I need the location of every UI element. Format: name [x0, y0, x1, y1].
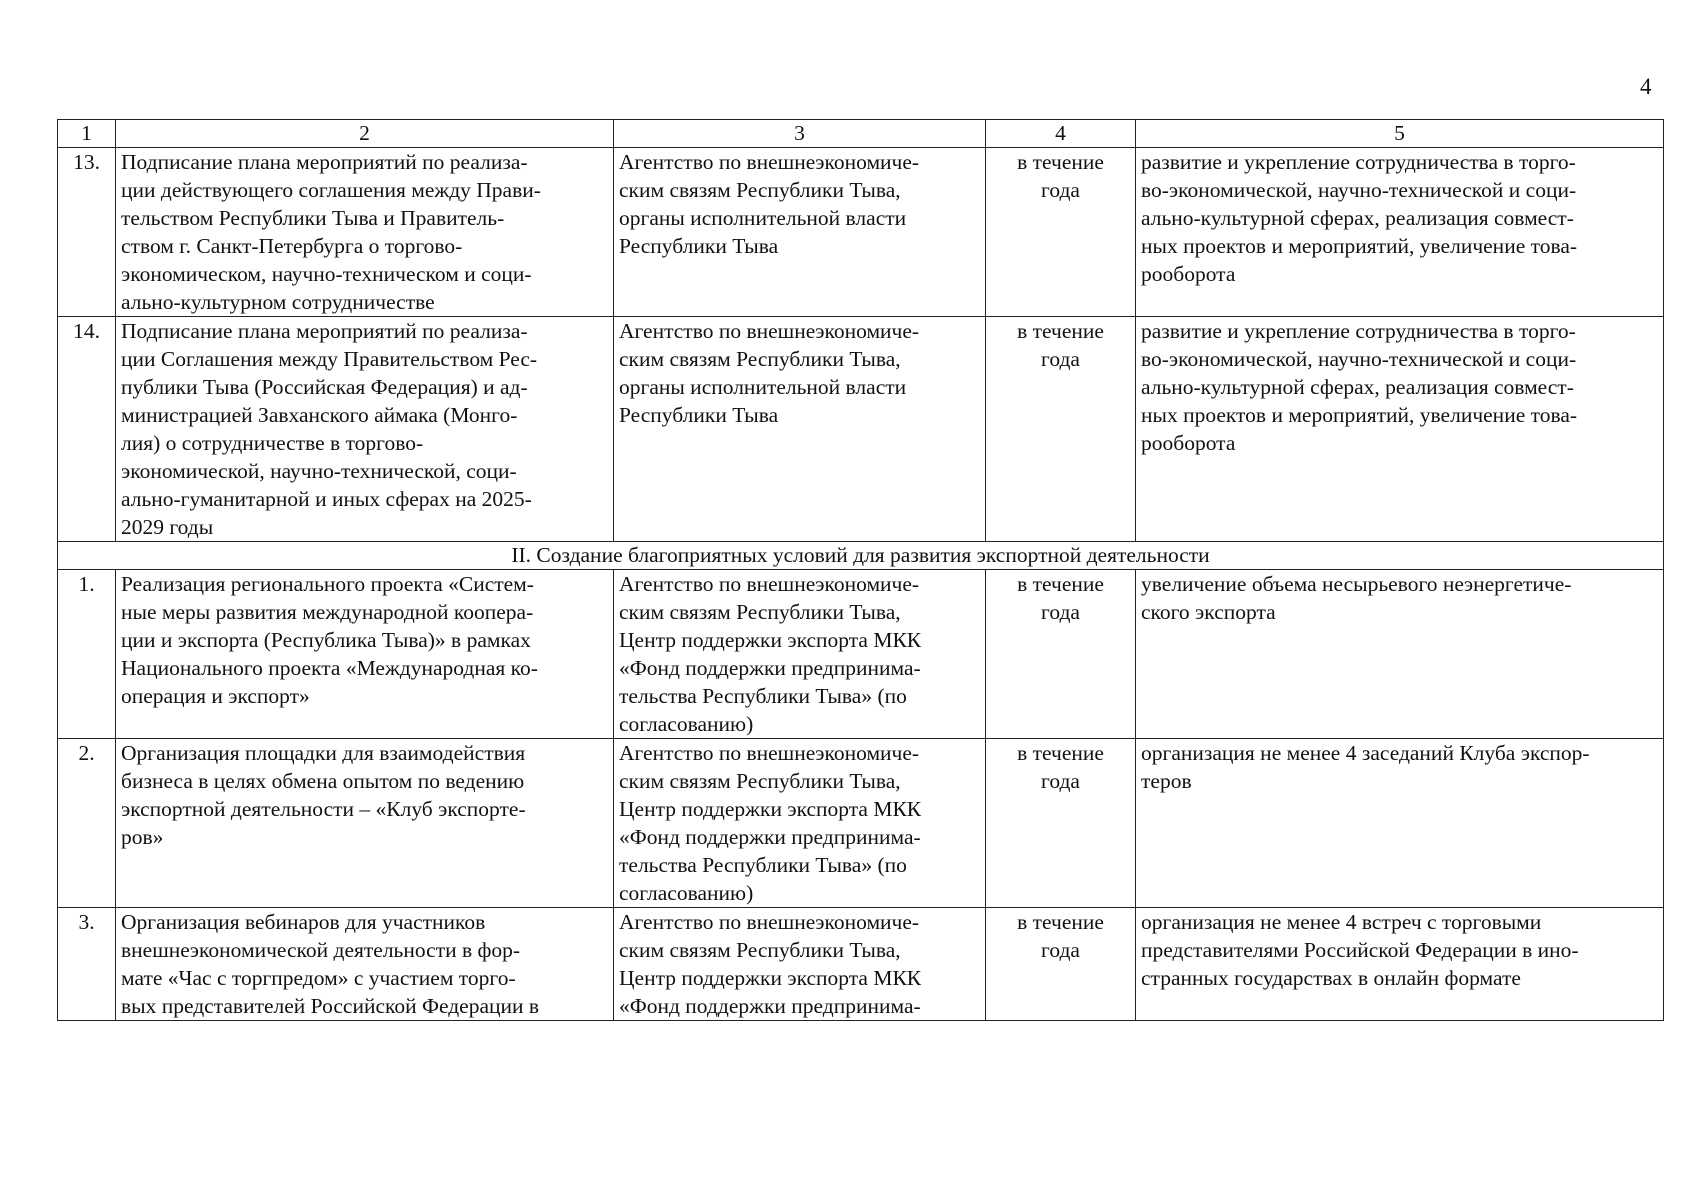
- term-cell-line: в течение: [1017, 150, 1104, 174]
- event-cell-line: экспортной деятельности – «Клуб экспорте-: [121, 797, 526, 821]
- responsible-cell-line: органы исполнительной власти: [619, 206, 907, 230]
- term-cell-line: в течение: [1017, 741, 1104, 765]
- event-cell-line: внешнеэкономической деятельности в фор-: [121, 938, 521, 962]
- responsible-cell-line: органы исполнительной власти: [619, 375, 907, 399]
- result-cell-line: ского экспорта: [1141, 600, 1276, 624]
- result-cell-line: во-экономической, научно-технической и соци-: [1141, 347, 1577, 371]
- responsible-cell: [614, 148, 986, 317]
- result-cell-line: во-экономической, научно-технической и соци-: [1141, 178, 1577, 202]
- result-cell-line: увеличение объема несырьевого неэнергетиче-: [1141, 572, 1572, 596]
- result-cell-line: странных государствах в онлайн формате: [1141, 966, 1521, 990]
- event-cell-line: ные меры развития международной коопера-: [121, 600, 534, 624]
- term-cell-line: года: [1041, 938, 1080, 962]
- row-number: 14.: [58, 317, 116, 542]
- term-cell: [986, 739, 1136, 908]
- event-cell-line: лия) о сотрудничестве в торгово-: [121, 431, 424, 455]
- event-cell-line: ством г. Санкт-Петербурга о торгово-: [121, 234, 463, 258]
- event-cell-line: Подписание плана мероприятий по реализа-: [121, 150, 528, 174]
- responsible-cell: [614, 739, 986, 908]
- responsible-cell: [614, 317, 986, 542]
- term-cell: [986, 908, 1136, 1021]
- result-cell-line: теров: [1141, 769, 1192, 793]
- result-cell: [1136, 570, 1664, 739]
- result-cell-line: ально-культурной сферах, реализация совмест-: [1141, 375, 1574, 399]
- responsible-cell: [614, 570, 986, 739]
- event-cell-line: экономическом, научно-техническом и соци-: [121, 262, 532, 286]
- responsible-cell-line: ским связям Республики Тыва,: [619, 938, 901, 962]
- column-number-4: 4: [986, 120, 1136, 148]
- row-number: 2.: [58, 739, 116, 908]
- result-cell-line: развитие и укрепление сотрудничества в торго-: [1141, 150, 1576, 174]
- result-cell-line: ных проектов и мероприятий, увеличение това-: [1141, 234, 1578, 258]
- responsible-cell-line: Агентство по внешнеэкономиче-: [619, 741, 920, 765]
- column-number-2: 2: [116, 120, 614, 148]
- term-cell-line: года: [1041, 769, 1080, 793]
- row-number: 3.: [58, 908, 116, 1021]
- column-number-5: 5: [1136, 120, 1664, 148]
- event-cell-line: ции Соглашения между Правительством Рес-: [121, 347, 538, 371]
- responsible-cell-line: Агентство по внешнеэкономиче-: [619, 910, 920, 934]
- result-cell: [1136, 739, 1664, 908]
- page-number: 4: [1640, 74, 1652, 99]
- table-row: [58, 317, 1664, 542]
- result-cell-line: организация не менее 4 встреч с торговыми: [1141, 910, 1542, 934]
- term-cell: [986, 317, 1136, 542]
- responsible-cell-line: Агентство по внешнеэкономиче-: [619, 572, 920, 596]
- event-cell-line: мате «Час с торгпредом» с участием торго-: [121, 966, 516, 990]
- row-number: 1.: [58, 570, 116, 739]
- event-cell: [116, 148, 614, 317]
- responsible-cell-line: тельства Республики Тыва» (по: [619, 853, 907, 877]
- event-cell-line: Национального проекта «Международная ко-: [121, 656, 538, 680]
- term-cell-line: года: [1041, 600, 1080, 624]
- result-cell: [1136, 317, 1664, 542]
- result-cell: [1136, 148, 1664, 317]
- table-row: [58, 570, 1664, 739]
- table-row: [58, 148, 1664, 317]
- row-number: 13.: [58, 148, 116, 317]
- event-cell-line: ции и экспорта (Республика Тыва)» в рамках: [121, 628, 531, 652]
- responsible-cell-line: «Фонд поддержки предпринима-: [619, 994, 921, 1018]
- plan-table-body: [58, 120, 1664, 1021]
- event-cell-line: ров»: [121, 825, 164, 849]
- result-cell-line: рооборота: [1141, 431, 1236, 455]
- event-cell-line: Подписание плана мероприятий по реализа-: [121, 319, 528, 343]
- event-cell-line: Организация площадки для взаимодействия: [121, 741, 526, 765]
- responsible-cell-line: ским связям Республики Тыва,: [619, 600, 901, 624]
- responsible-cell-line: Агентство по внешнеэкономиче-: [619, 319, 920, 343]
- event-cell-line: операция и экспорт»: [121, 684, 310, 708]
- responsible-cell-line: ским связям Республики Тыва,: [619, 178, 901, 202]
- event-cell: [116, 908, 614, 1021]
- term-cell-line: в течение: [1017, 572, 1104, 596]
- event-cell-line: ции действующего соглашения между Прави-: [121, 178, 541, 202]
- column-number-1: 1: [58, 120, 116, 148]
- event-cell-line: Организация вебинаров для участников: [121, 910, 486, 934]
- result-cell-line: представителями Российской Федерации в ино-: [1141, 938, 1579, 962]
- event-cell-line: ально-культурном сотрудничестве: [121, 290, 435, 314]
- event-cell-line: вых представителей Российской Федерации в: [121, 994, 540, 1018]
- term-cell-line: в течение: [1017, 319, 1104, 343]
- responsible-cell-line: «Фонд поддержки предпринима-: [619, 656, 921, 680]
- responsible-cell-line: Агентство по внешнеэкономиче-: [619, 150, 920, 174]
- event-cell: [116, 739, 614, 908]
- responsible-cell-line: Республики Тыва: [619, 234, 779, 258]
- responsible-cell: [614, 908, 986, 1021]
- responsible-cell-line: ским связям Республики Тыва,: [619, 347, 901, 371]
- column-number-header-row: [58, 120, 1664, 148]
- result-cell-line: развитие и укрепление сотрудничества в торго-: [1141, 319, 1576, 343]
- column-number-3: 3: [614, 120, 986, 148]
- responsible-cell-line: согласованию): [619, 712, 754, 736]
- responsible-cell-line: тельства Республики Тыва» (по: [619, 684, 907, 708]
- responsible-cell-line: согласованию): [619, 881, 754, 905]
- responsible-cell-line: «Фонд поддержки предпринима-: [619, 825, 921, 849]
- section-heading-row: [58, 542, 1664, 570]
- event-cell-line: публики Тыва (Российская Федерация) и ад-: [121, 375, 528, 399]
- responsible-cell-line: ским связям Республики Тыва,: [619, 769, 901, 793]
- event-cell-line: министрацией Завханского аймака (Монго-: [121, 403, 518, 427]
- result-cell: [1136, 908, 1664, 1021]
- term-cell-line: года: [1041, 178, 1080, 202]
- table-row: [58, 908, 1664, 1021]
- event-cell-line: Реализация регионального проекта «Систем-: [121, 572, 534, 596]
- term-cell: [986, 148, 1136, 317]
- term-cell-line: в течение: [1017, 910, 1104, 934]
- event-cell-line: ально-гуманитарной и иных сферах на 2025-: [121, 487, 532, 511]
- event-cell-line: экономической, научно-технической, соци-: [121, 459, 517, 483]
- result-cell-line: ных проектов и мероприятий, увеличение това-: [1141, 403, 1578, 427]
- responsible-cell-line: Центр поддержки экспорта МКК: [619, 628, 922, 652]
- responsible-cell-line: Центр поддержки экспорта МКК: [619, 797, 922, 821]
- responsible-cell-line: Республики Тыва: [619, 403, 779, 427]
- responsible-cell-line: Центр поддержки экспорта МКК: [619, 966, 922, 990]
- plan-table: [57, 119, 1664, 1021]
- term-cell: [986, 570, 1136, 739]
- result-cell-line: организация не менее 4 заседаний Клуба экспор-: [1141, 741, 1590, 765]
- event-cell: [116, 570, 614, 739]
- event-cell: [116, 317, 614, 542]
- section-title: II. Создание благоприятных условий для развития экспортной деятельности: [58, 542, 1664, 570]
- event-cell-line: бизнеса в целях обмена опытом по ведению: [121, 769, 525, 793]
- result-cell-line: рооборота: [1141, 262, 1236, 286]
- event-cell-line: тельством Республики Тыва и Правитель-: [121, 206, 505, 230]
- table-row: [58, 739, 1664, 908]
- event-cell-line: 2029 годы: [121, 515, 214, 539]
- term-cell-line: года: [1041, 347, 1080, 371]
- result-cell-line: ально-культурной сферах, реализация совмест-: [1141, 206, 1574, 230]
